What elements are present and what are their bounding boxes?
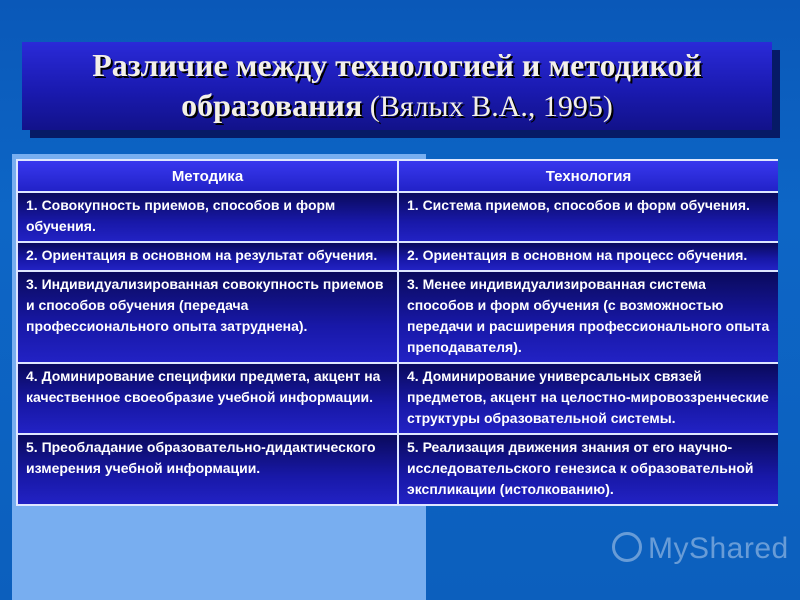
comparison-table [16,159,778,506]
table-row [17,242,778,271]
watermark-text: MyShared [648,532,789,565]
header-methodology: Методика [17,160,398,192]
cell-technology: 4. Доминирование универсальных связей предметов, акцент на целостно-мировоззренческие структуры образовательной системы. [398,363,778,434]
cell-technology: 5. Реализация движения знания от его научно-исследовательского генезиса к образовательной экспликации (истолкованию). [398,434,778,505]
table-row [17,192,778,242]
table-header-row [17,160,778,192]
title-author: (Вялых В.А., 1995) [362,90,613,123]
cell-technology: 2. Ориентация в основном на процесс обучения. [398,242,778,271]
cell-technology: 1. Система приемов, способов и форм обучения. [398,192,778,242]
title-line-1: Различие между технологией и методикой [92,47,702,83]
cell-methodology: 2. Ориентация в основном на результат обучения. [17,242,398,271]
slide-title [22,42,772,130]
cell-methodology: 3. Индивидуализированная совокупность приемов и способов обучения (передача профессионального опыта затруднена). [17,271,398,363]
table-row [17,271,778,363]
cell-technology: 3. Менее индивидуализированная система способов и форм обучения (с возможностью передачи и расширения профессионального опыта преподавателя). [398,271,778,363]
title-line-2 [181,85,613,127]
title-main: образования [181,87,363,123]
cell-methodology: 4. Доминирование специфики предмета, акцент на качественное своеобразие учебной информации. [17,363,398,434]
table-row [17,363,778,434]
header-technology: Технология [398,160,778,192]
cell-methodology: 5. Преобладание образовательно-дидактического измерения учебной информации. [17,434,398,505]
watermark-logo-icon [612,532,642,562]
cell-methodology: 1. Совокупность приемов, способов и форм обучения. [17,192,398,242]
table-row [17,434,778,505]
watermark [612,532,789,566]
